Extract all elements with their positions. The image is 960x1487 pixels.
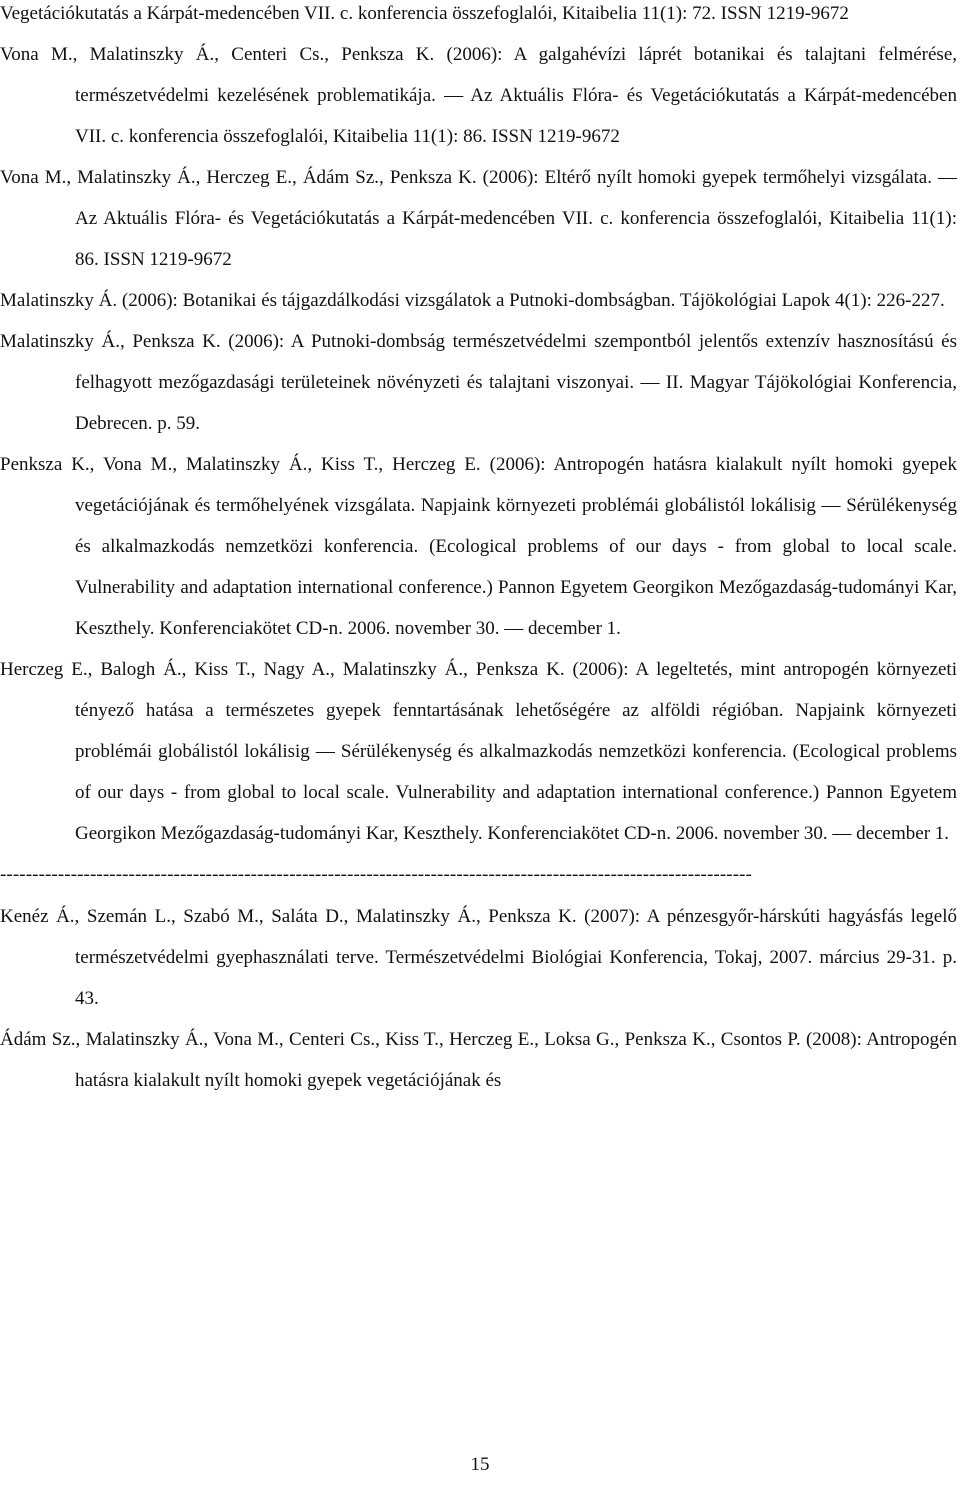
reference-entry: Penksza K., Vona M., Malatinszky Á., Kiss T., Herczeg E. (2006): Antropogén hatásra kialakult nyílt homoki gyepek vegetációjának és termőhelyének vizsgálata. Napjaink környezeti problémái globálistól lokálisig — Sérülékenység és alkalmazkodás nemzetközi konferencia. (Ecological problems of our days - from global to local scale. Vulnerability and adaptation international conference.) Pannon Egyetem Georgikon Mezőgazdaság-tudományi Kar, Keszthely. Konferenciakötet CD-n. 2006. november 30. — december 1. (0, 454, 957, 639)
reference-entry: Vona M., Malatinszky Á., Herczeg E., Ádám Sz., Penksza K. (2006): Eltérő nyílt homoki gyepek termőhelyi vizsgálata. — Az Aktuális Flóra- és Vegetációkutatás a Kárpát-medencében VII. c. konferencia összefoglalói, Kitaibelia 11(1): 86. ISSN 1219-9672 (0, 167, 957, 270)
separator-line: --------------------------------------------------------------------------------------------------------------------- (0, 864, 752, 885)
reference-entry: Malatinszky Á., Penksza K. (2006): A Putnoki-dombság természetvédelmi szempontból jelentős extenzív hasznosítású és felhagyott mezőgazdasági területeinek növényzeti és talajtani viszonyai. — II. Magyar Tájökológiai Konferencia, Debrecen. p. 59. (0, 331, 957, 434)
reference-entry: Vegetációkutatás a Kárpát-medencében VII. c. konferencia összefoglalói, Kitaibelia 11(1): 72. ISSN 1219-9672 (0, 3, 849, 24)
reference-entry: Kenéz Á., Szemán L., Szabó M., Saláta D., Malatinszky Á., Penksza K. (2007): A pénzesgyőr-hárskúti hagyásfás legelő természetvédelmi gyephasználati terve. Természetvédelmi Biológiai Konferencia, Tokaj, 2007. március 29-31. p. 43. (0, 906, 957, 1009)
reference-entry: Ádám Sz., Malatinszky Á., Vona M., Centeri Cs., Kiss T., Herczeg E., Loksa G., Penksza K., Csontos P. (2008): Antropogén hatásra kialakult nyílt homoki gyepek vegetációjának és (0, 1029, 957, 1091)
reference-list-bottom (0, 896, 960, 1101)
reference-entry: Herczeg E., Balogh Á., Kiss T., Nagy A., Malatinszky Á., Penksza K. (2006): A legeltetés, mint antropogén környezeti tényező hatása a természetes gyepek fenntartásának lehetőségére az alföldi régióban. Napjaink környezeti problémái globálistól lokálisig — Sérülékenység és alkalmazkodás nemzetközi konferencia. (Ecological problems of our days - from global to local scale. Vulnerability and adaptation international conference.) Pannon Egyetem Georgikon Mezőgazdaság-tudományi Kar, Keszthely. Konferenciakötet CD-n. 2006. november 30. — december 1. (0, 659, 957, 844)
page-number: 15 (470, 1454, 490, 1475)
reference-entry: Malatinszky Á. (2006): Botanikai és tájgazdálkodási vizsgálatok a Putnoki-dombságban. Tájökológiai Lapok 4(1): 226-227. (0, 290, 945, 311)
reference-entry: Vona M., Malatinszky Á., Centeri Cs., Penksza K. (2006): A galgahévízi láprét botanikai és talajtani felmérése, természetvédelmi kezelésének problematikája. — Az Aktuális Flóra- és Vegetációkutatás a Kárpát-medencében VII. c. konferencia összefoglalói, Kitaibelia 11(1): 86. ISSN 1219-9672 (0, 44, 957, 147)
